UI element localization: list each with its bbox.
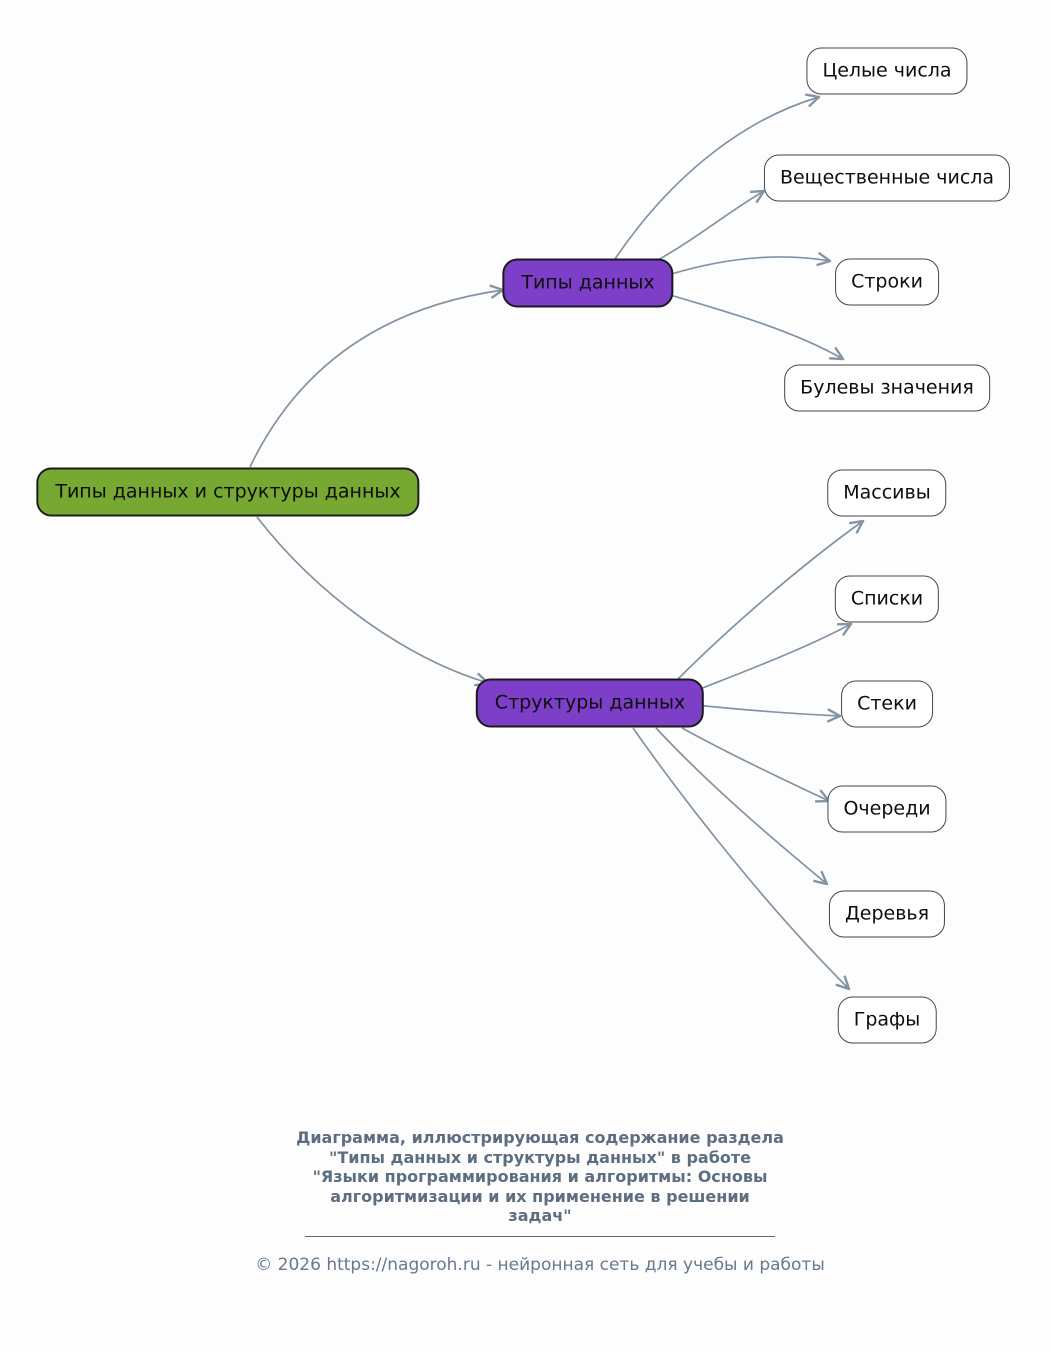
node-root: Типы данных и структуры данных [36, 468, 419, 517]
node-booleans: Булевы значения [784, 365, 990, 412]
caption-line: Диаграмма, иллюстрирующая содержание раздела [296, 1128, 784, 1147]
edge-data-structures-to-queues [682, 728, 829, 801]
copyright-text: © 2026 https://nagoroh.ru - нейронная сеть для учебы и работы [255, 1255, 825, 1275]
node-queues: Очереди [827, 786, 946, 833]
edge-data-structures-to-graphs [633, 728, 849, 989]
node-integers: Целые числа [806, 48, 967, 95]
edge-root-to-data-structures [257, 517, 488, 683]
edge-data-structures-to-lists [695, 624, 851, 691]
edge-data-types-to-booleans [663, 293, 843, 359]
caption-line: "Языки программирования и алгоритмы: Основы [312, 1167, 768, 1186]
caption-line: "Типы данных и структуры данных" в работе [329, 1147, 751, 1167]
node-arrays: Массивы [827, 470, 946, 517]
node-data-structures: Структуры данных [476, 679, 704, 728]
node-trees: Деревья [829, 891, 945, 938]
footer-caption [260, 1128, 820, 1226]
node-strings: Строки [835, 259, 939, 306]
node-graphs: Графы [838, 997, 937, 1044]
edge-data-structures-to-trees [656, 728, 827, 884]
edge-root-to-data-types [250, 290, 503, 467]
node-data-types: Типы данных [502, 259, 673, 308]
edge-data-types-to-real-numbers [658, 191, 764, 260]
node-real-numbers: Вещественные числа [764, 155, 1010, 202]
caption-line: алгоритмизации и их применение в решении [330, 1186, 750, 1206]
edge-data-structures-to-stacks [696, 705, 840, 716]
caption-line: задач" [508, 1206, 572, 1225]
footer-divider [305, 1236, 775, 1237]
edge-data-types-to-strings [665, 257, 830, 276]
node-stacks: Стеки [841, 681, 933, 728]
node-lists: Списки [835, 576, 939, 623]
